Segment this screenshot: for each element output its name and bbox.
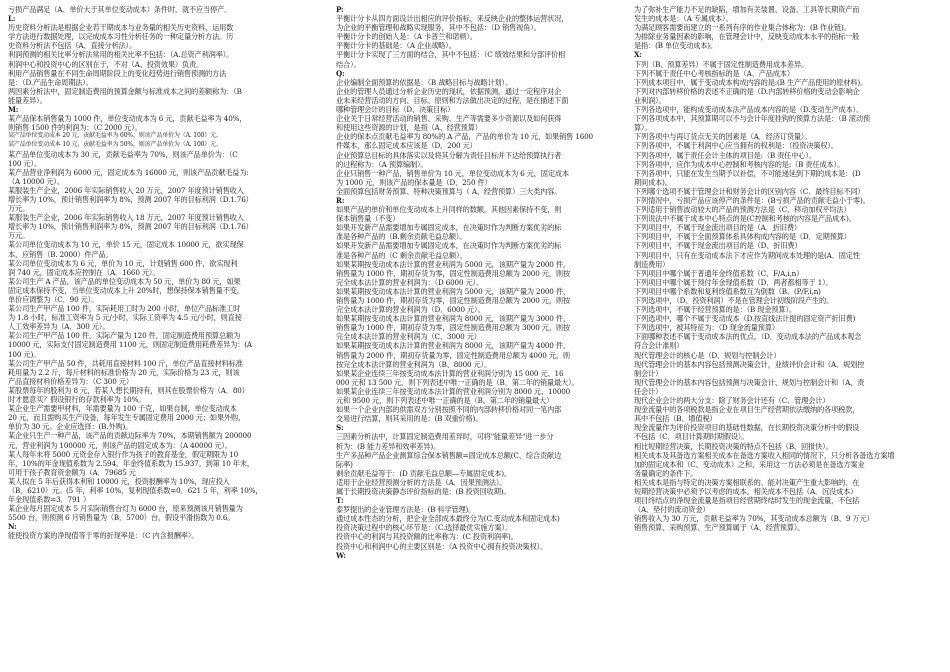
text-line: 完全成本法计算的营业利润为：（D 6000 元）。 <box>336 277 484 287</box>
text-line: 销售量为 1000 件，期初存货为零，固定性制造费用总额为 2000 元，则按 <box>336 268 570 278</box>
text-line: 下列项目中，不属于现金流出项目的是（D、折旧费） <box>634 241 802 251</box>
text-line: 保本销售量（不变） <box>336 214 400 224</box>
text-line: 某服装生产企业，2006 年实际销售收入 18 万元，2007 年度预计销售收入 <box>8 213 244 223</box>
text-line: 时才愿意买？假设银行的存款利率为 10%。 <box>8 395 146 405</box>
text-line: 如果某企业连续三年按变动成本法计算的营业利润分别为 15 000 元、16 <box>336 368 564 378</box>
text-line: 泰罗提出的企业管理方法是：(B 科学管理)。 <box>336 505 476 515</box>
section-letter-heading: T: <box>336 496 344 506</box>
text-line: 年金现值系数=3．791 ） <box>8 495 90 505</box>
text-line: 如果产品的单价和单位变动成本上升同样的数额，其他因素保持不变，则 <box>336 205 562 215</box>
text-line: 企业的保本点贡献毛益率为 80%的 A 产品，产品的单价为 10 元，如果销售 1600 <box>336 132 593 142</box>
text-line: 属于长期投资决策静态评价指标的是：(B 投资回收期)。 <box>336 486 511 496</box>
text-line: 某公司生产甲产品 100 件，实际产量为 120 件，固定制造费用预算总额为 <box>8 331 241 341</box>
text-line: 相关成本是指与特定的决策方案相联系的、能对决策产生重大影响的、在 <box>634 477 860 487</box>
text-line: 下列项目中哪个系数和复利终值系数互为倒数（B、(P/F,i,n) <box>634 286 821 296</box>
text-line: 现代管理会计的基本内容包括预测决策会计，业绩评价会计和（A、规划控 <box>634 359 865 369</box>
text-line: 增长率为 10%，预计销售利润率为 8%，预测 2007 年的目标利润（D.1.76） <box>8 222 253 232</box>
text-line: 单价为 30 元。企业应选择：(B.外购)。 <box>8 422 133 432</box>
text-line: 如果某期按变动成本法计算的营业利润为 5000 元，该期产量为 2000 件， <box>336 259 570 269</box>
text-line: 下列项目中，不属于现金流出项目的是（A．折旧费） <box>634 223 801 233</box>
text-line: 某产品单位变动成本 20 元，贡献毛益率为 60%，则该产品单价为（A. 100）元。 <box>8 132 222 140</box>
text-line: 平衡计分卡的基础是：（A 企业战略）。 <box>336 41 456 51</box>
text-line: 耗用量为 2.2 斤，每斤材料的标准价格为 20 元，实际价格为 23 元，则该 <box>8 367 240 377</box>
text-line: 投资中心和利润中心的主要区别是：（A 投资中心拥有投资决策权）。 <box>336 541 548 551</box>
text-line: 某产品单位变动成本 10 元，贡献毛益率为 50%，则该产品单价为（A. 100）元。 <box>8 140 222 148</box>
text-line: 销售量为 2000 件，期初存货量为零，固定性制造费用总额为 4000 元，则 <box>336 350 570 360</box>
text-line: 如果某期按变动成本法计算的营业利润为 8000 元，该期产量为 4000 件， <box>336 341 570 351</box>
text-line: 如果某期按变动成本法计算的营业利润为 8000 元，该期产量为 3000 件， <box>336 314 570 324</box>
text-line: 某公司单位变动成本为 10 元，单价 15 元，固定成本 10000 元，欲实现保 <box>8 240 244 250</box>
text-line: 史资料分析法不包括（A、直接分析法）。 <box>8 41 137 51</box>
text-line: 销售量为 1000 件，期初存货为零，固定性制造费用总额为 3000 元，则按 <box>336 323 570 333</box>
text-line: 现代企业会计的两大分支：除了财务会计还有（C、管理会计） <box>634 396 830 406</box>
text-line: 其中不包括（B、增值税） <box>634 414 717 424</box>
text-line: 下列各项成本中，其预算期可以不与会计年度挂钩的预算方法是：（B 滚动预 <box>634 114 870 124</box>
text-line: 000 元和 13 500 元，则下列表述中唯一正确的是（B．第二年的销量最大）。 <box>336 377 579 387</box>
text-line: 的过程称为：（A 预算编制）。 <box>336 159 428 169</box>
text-line: 下列适用于销售波动较大的产品的预测方法是（C、移动加权平均法） <box>634 205 851 215</box>
text-line: 加的固定成本和（C、变动成本）之和，采用这一方法必须是在备选方案业 <box>634 459 865 469</box>
text-line: 为满足顾客需要而建立的一系列有序的作业集合体称为：(B 作业链)。 <box>634 23 851 33</box>
text-line: 某企业每月固定成本 5 月实际销售台灯为 6000 台，原来预测该月销售量为 <box>8 504 243 514</box>
text-line: 下列成本项目中，属于变动成本构成内容的是:(B 生产产品使用的原材料)。 <box>634 77 868 87</box>
text-column-left <box>8 5 304 669</box>
text-line: 增长率为 10%，预计销售利润率为 8%，预测 2007 年的目标利润（D.1.76） <box>8 194 253 204</box>
section-letter-heading: S: <box>336 423 344 433</box>
text-line: 按完全成本法计算的营业利润为（B、8000 元）。 <box>336 359 492 369</box>
text-line: 万元。 <box>8 231 30 241</box>
text-line: 通过成本性态的分析，把企业全部成本最终分为(C.变动成本和固定成本) <box>336 514 560 524</box>
text-line: 固定成本保持不变，当单位变动成本上升 20%时，想保持保本销售量不变， <box>8 285 244 295</box>
text-line: 利用产品销售量在不同生命周期阶段上的变化趋势进行销售预测的方法 <box>8 68 227 78</box>
text-line: 年，10%的年金现值系数为 2.594，年金终值系数为 15.937。到第 10 年末， <box>8 458 254 468</box>
text-line: 企业预算总目标的具体落实以及将其分解为责任目标并下达给预算执行者 <box>336 150 562 160</box>
text-line: 某服装生产企业，2006 年实际销售收入 20 万元，2007 年度预计销售收入 <box>8 185 244 195</box>
text-line: 相比短期经营决策，长期投资决策的特点不包括（B、回报快）。 <box>634 441 833 451</box>
text-line: 期间成本)。 <box>634 177 672 187</box>
text-line: 能使投资方案的净现值等于零的折现率是：（C 内含报酬率）。 <box>8 531 199 541</box>
text-line: 准是各种产品的（B.剩余贡献毛益总额）。 <box>336 232 467 242</box>
text-line: 哪种管理会计的目标（D、决策目标） <box>336 105 455 115</box>
text-line: 某股票每年的股利为 8 元，若某人想长期持有，则其在股票价格为（A．80） <box>8 385 249 395</box>
text-line: 下列项目中，只有在变动成本法下才应作为期间成本处理的是(A．固定性 <box>634 250 860 260</box>
text-line: 润 740 元，固定成本应控制在（A．1660 元）。 <box>8 267 160 277</box>
text-line: 如果开发新产品需要增加专属固定成本，在决策时作为判断方案优劣的标 <box>336 241 562 251</box>
section-letter-heading: L: <box>8 14 16 24</box>
text-line: 销售预算、采购预算、生产预算属于（A、经营预算）。 <box>634 523 805 533</box>
text-line: 生产多品种产品企业测算综合保本销售额=固定成本总额(C、综合贡献边 <box>336 450 562 460</box>
text-line: 元，营业利润为 100000 元，则该产品的固定成本为：（A 40000 元）。 <box>8 440 232 450</box>
text-line: 项目终结点的净现金流量是指项目经营期终结时发生的现金流量，不包括 <box>634 496 860 506</box>
text-line: 元和 9500 元，则下列表述中唯一正确的是（B、第二年的销量最大） <box>336 396 554 406</box>
text-line: （A、垫付的流动资金） <box>634 505 710 515</box>
section-letter-heading: M: <box>8 105 19 115</box>
text-line: 100 元）。 <box>8 158 41 168</box>
text-line: 为 1.8 小时，标准工资率为 5 元/小时，实际工资率为 4.5 元/小时，则直接 <box>8 313 242 323</box>
text-line: 相关成本及其备选方案相关成本在备选方案收入相同的情况下，只分析各备选方案增 <box>634 450 895 460</box>
text-line: 件媒本，那么固定成本应该是（D、200 元） <box>336 141 477 151</box>
text-column-middle <box>336 5 632 669</box>
text-line: 学方法进行数据处理，以完成成本习性分析任务的一种定量分析方法。历 <box>8 32 234 42</box>
text-line: 如果某企业连续三年按变动成本法计算的营业利润分别为 8000 元、10000 <box>336 386 571 396</box>
text-line: 为企业的平衡管理和战略实现服务，其中不包括：（D 销售视角）。 <box>336 23 541 33</box>
text-column-right <box>634 5 930 669</box>
text-line: 适用于企业经营预测分析的方法是（A．因果预测法）。 <box>336 477 507 487</box>
text-line: 下列各项中，只能在发生当期予以补偿，不可能递延到下期的成本是：(D <box>634 168 861 178</box>
text-line: 制造费用） <box>634 259 670 269</box>
text-line: 某产品营业净利润为 6000 元，固定成本为 16000 元，则该产品贡献毛益为: <box>8 167 249 177</box>
text-line: 三因素分析法中，计算固定制造费用差异时，可将"能量差异"进一步分 <box>336 432 554 442</box>
text-line: 剩余贡献毛益等于：(D 贡献毛益总额—专属固定成本)。 <box>336 468 511 478</box>
text-line: （B．6210）元。(5 年，利率 10%，复利现值系数=0．621 5 年，利率 10%， <box>8 485 263 495</box>
text-line: 如果某期按变动成本法计算的营业利润为 5000 元，该期产量为 2000 件， <box>336 286 570 296</box>
text-line: 下列哪个选项不属于管理会计和财务会计的区别内容（C、最终目标不同） <box>634 186 865 196</box>
text-line: 销售收入为 30 万元，贡献毛益率为 70%，其变动成本总额为（B、9 万元） <box>634 514 874 524</box>
text-line: 本，应销售（B. 2000）件产品。 <box>8 249 113 259</box>
text-line: 企业关于日常经营活动的销售、采购、生产等需要多少资源以及如何获得 <box>336 114 562 124</box>
text-line: 和使用这些资源的计划，是指（A、经营预算） <box>336 123 482 133</box>
text-line: 准是各种产品的（C 剩余贡献毛益总额）。 <box>336 250 467 260</box>
text-line: 某企业生产需要甲材料，年需要量为 100 千克，如果自制，单位变动成本 <box>8 404 237 414</box>
section-letter-heading: R: <box>336 195 345 205</box>
text-line: 符合会计准则） <box>634 341 684 351</box>
text-line: 现代管理会计的基本内容包括预测与决策会计、规划与控制会计和（A、责 <box>634 377 865 387</box>
text-line: 20 元，而且需购买生产设备，每年发生专属固定费用 2000 元；如果外购， <box>8 413 246 423</box>
text-line: 5500 台，则预测 6 月销售量为（B．5700）台，假设平滑指数为 0.6。 <box>8 513 235 523</box>
text-line: 10000 元，实际支付固定制造费用 1100 元，则固定制造费用耗费差异为：(A <box>8 340 252 350</box>
text-line: 则销售 1500 件的利润为：（C 2000 元）。 <box>8 123 142 133</box>
section-letter-heading: W: <box>336 550 346 560</box>
text-line: 某企业只生产一种产品，该产品的贡献边际率为 70%，本期销售额为 200000 <box>8 431 252 441</box>
text-line: 业未来经营活动的方向、目标、原则和方法做出决定的过程，是在描述下面 <box>336 95 569 105</box>
text-line: 是指：(B 单位变动成本)。 <box>634 41 717 51</box>
text-line: 某公司单位变动成本为 6 元，单价为 10 元，计划销售 600 件，欲实现利 <box>8 258 238 268</box>
section-letter-heading: N: <box>8 522 17 532</box>
text-line: 下列选项中，哪个不属于变动成本（D.按直线法计提的固定资产折旧费) <box>634 314 856 324</box>
text-line: 投资中心的利润与其投资额的比率称为：(C 投资利润率)。 <box>336 532 518 542</box>
text-line: 销售量为 1000 件，期初存货为零，固定性制造费用总额为 2000 元，则按 <box>336 296 570 305</box>
text-line: 际率) <box>336 459 353 469</box>
section-letter-heading: X: <box>634 50 642 60</box>
text-line: 下列各项中与再订货点无关的因素是（A．经济订货量）。 <box>634 132 812 142</box>
text-line: 平衡计分卡从四方面设计出相应的评价指标，来反映企业的整体运营状况， <box>336 14 569 24</box>
text-line: 务量确定的条件下。 <box>634 468 698 478</box>
text-line: 平衡计分卡实现了三方面的结合，其中不包括：（C 绩效结果和分部评价相 <box>336 50 566 60</box>
text-line: 某产品单位变动成本为 30 元，贡献毛益率为 70%，则该产品单价为：（C <box>8 149 238 159</box>
text-line: 企业编制全面预算的依据是：（B 战略目标与战略计划）。 <box>336 77 513 87</box>
text-line: 企业只销售一种产品，销售单价为 10 元，单位变动成本为 6 元，固定成本 <box>336 168 569 178</box>
text-line: 可用于孩子教育资金额为（A．79685 元 <box>8 467 136 477</box>
text-line: 平衡计分卡的创始人是：（A 卡普兰和诺顿）。 <box>336 32 477 42</box>
text-line: 利润中心和投资中心的区别在于，不对（A、投资效果）负责。 <box>8 59 204 69</box>
text-line: 万元。 <box>8 204 30 214</box>
text-line: 下列不属于责任中心考核指标的是（A、产品成本） <box>634 68 794 78</box>
text-line: 亏损产品满足（A、单价大于其单位变动成本）条件时，就不应当停产。 <box>8 5 232 14</box>
text-line: 结合）。 <box>336 59 361 69</box>
text-line: 现金流量中的各项税款是指企业在项目生产经营期依法缴纳的各项税款， <box>634 405 860 415</box>
text-line: 下列项目中哪个属于普通年金终值系数（C、F/A,i,n） <box>634 268 804 278</box>
text-line: 下列（B、预算差异）不属于固定性制造费用成本差异。 <box>634 59 809 69</box>
text-line: 某公司生产甲产品 100 件，实际耗用工时为 200 小时，单位产品标准工时 <box>8 304 241 314</box>
text-line: 下列项目中哪个属于预付年金现值系数（D．两者都相等于 1）。 <box>634 277 833 287</box>
text-line: 下列选项中，不属于经营预算的是：（B 现金预算）。 <box>634 305 796 315</box>
text-line: 下列选项中，（D、投资利润）不是在管理会计初级阶段产生的。 <box>634 296 834 305</box>
text-line: 为排除业务量因素的影响，在管理会计中，反映变动成本水平的指标一般 <box>634 32 860 42</box>
text-line: 制会计） <box>634 368 663 378</box>
text-line: 某产品保本销售量为 1000 件，单位变动成本为 6 元，贡献毛益率为 40%， <box>8 114 247 124</box>
text-line: 完全成本法计算的营业利润为（D．6000 元）。 <box>336 305 485 315</box>
text-line: 100 元)。 <box>8 349 41 359</box>
text-line: 现代管理会计的核心是（D、规划与控制会计） <box>634 350 781 360</box>
text-line: 析为：(B 能力差异和效率差异)。 <box>336 441 441 451</box>
text-line: 能量差异）。 <box>8 95 47 105</box>
text-line: 下列对内部转移价格的表述不正确的是（D.内部转移价格的变动会影响企 <box>634 86 860 96</box>
text-line: 任会计） <box>634 386 663 396</box>
section-letter-heading: P: <box>336 5 344 14</box>
text-line: 交易进行结算，则其采用的是：(B 双重价格)。 <box>336 414 483 424</box>
text-line: 某人每年末将 5000 元资金存入银行作为孩子的教育基金，假定期限为 10 <box>8 449 238 459</box>
text-line: 历史资料分析法是根据企业若干期成本与业务量的相关历史资料，运用数 <box>8 23 234 33</box>
text-line: （A 10000 元）。 <box>8 176 64 186</box>
text-line: 下列情况中，亏损产品应该停产的条件是：(B亏损产品的贡献毛益小于零)。 <box>634 195 870 205</box>
text-line: 现金流量作为评价投资项目的基础性数据，在长期投资决策分析中的假设 <box>634 423 860 433</box>
text-line: 如果开发新产品需要增加专属固定成本，在决策时作为判断方案优劣的标 <box>336 223 562 233</box>
text-line: 完全成本法计算的营业利润为（C、3000 元） <box>336 332 481 342</box>
text-line: 某公司生产甲产品 50 件，共耗用直接材料 100 斤，单位产品直接材料标准 <box>8 358 243 368</box>
text-line: 下列选项中，被其特征为：（D 现金流量预算） <box>634 323 779 333</box>
text-line: 不包括（C．项目计算期时期假设）。 <box>634 432 749 442</box>
text-line: 下列各项中，不属于利润中心应当拥有的权利是：（投资决策权）。 <box>634 141 838 151</box>
text-line: 人工效率差异为（A．300 元）。 <box>8 322 110 332</box>
text-line: 下列说法中不属于成本中心特点的是(C控制和考核的内容是产品成本)。 <box>634 214 856 224</box>
text-line: 利润预测的相关比率分析法常用的相关比率不包括：（A.总资产利润率）。 <box>8 50 234 60</box>
text-line: 下列项目中，不属于全面预算体系具体构成内容的是（D．定期预算） <box>634 232 851 242</box>
text-line: 下列各选项中，能构成变动成本法产品成本内容的是（D.变动生产成本）。 <box>634 105 864 115</box>
text-line: 如果一个企业内部的供需双方分别按照不同的内部转移价格对同一笔内部 <box>336 405 562 415</box>
text-line: 业利润）。 <box>634 95 666 105</box>
text-line: 算）。 <box>634 123 652 133</box>
text-line: 单价应调整为（C．90 元）。 <box>8 295 99 304</box>
text-line: 发生的成本是：（A 专属成本）。 <box>634 14 733 24</box>
text-line: 下列各项中，应作为成本中心控制和考核内容的是:（B 责任成本）。 <box>634 159 845 169</box>
text-line: 某公司生产 A 产品，该产品的单位变动成本为 50 元，单价为 80 元，如果 <box>8 276 241 286</box>
text-line: 产品直接材料价格差异为：（C 300 元） <box>8 376 133 386</box>
text-line: 企业的管理人员通过分析企业历史的现状，依据预测，通过一定程序对企 <box>336 86 562 96</box>
text-line: 两因素分析法中，固定制造费用的预算金额与标准成本之间的差额称为：（B <box>8 86 242 96</box>
text-line: 投资决策过程中的核心环节是：（C.选择最优实施方案）。 <box>336 523 512 533</box>
text-line: 为了弥补生产能力不足的缺陷，增加有关装置、设备、工具等长期资产而 <box>634 5 860 14</box>
text-line: 下列各项中，属于责任会计主体的项目是:（B 责任中心）。 <box>634 150 816 160</box>
text-line: 是：（D.产品生命周期法）。 <box>8 77 93 87</box>
text-line: 某人拟在 5 年后获得本利和 10000 元，投资报酬率为 10%，现应投入 <box>8 476 230 486</box>
text-line: 全面预算包括财务预算、特种决策预算与（ A、经营预算）三大类内容。 <box>336 186 562 196</box>
text-line: 为 1000 元，则该产品的保本量是（D、250 件） <box>336 177 492 187</box>
text-line: 短期经营决策中必须予以考虑的成本。相关成本不包括（A．沉没成本） <box>634 486 858 496</box>
text-line: 下面哪种表述不属于变动成本法的优点。（D．变动成本法的产品成本观念 <box>634 332 862 342</box>
section-letter-heading: Q: <box>336 68 345 78</box>
